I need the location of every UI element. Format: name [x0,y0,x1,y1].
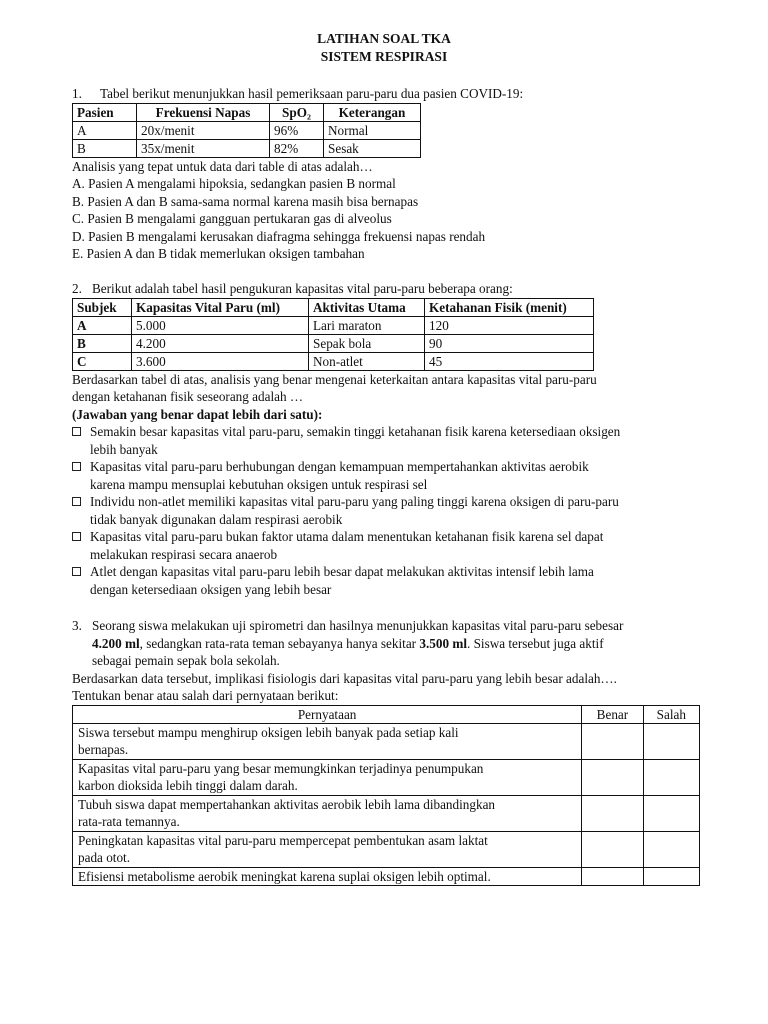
checkbox-icon[interactable] [72,462,81,471]
statement-text: bernapas. [78,742,129,757]
table-header: Frekuensi Napas [137,103,270,121]
salah-cell[interactable] [643,831,699,867]
question-prompt: dengan ketahanan fisik seseorang adalah … [72,389,304,404]
question-prompt: Berdasarkan tabel di atas, analisis yang benar mengenai keterkaitan antara kapasitas vital paru-paru [72,371,597,387]
average-value: 3.500 ml [419,635,467,651]
option-text: melakukan respirasi secara anaerob [90,546,278,562]
table-header: Ketahanan Fisik (menit) [425,298,594,316]
table-header-row [73,103,421,121]
table-cell: Sepak bola [309,334,425,352]
table-cell: 5.000 [132,316,309,334]
checkbox-option-2[interactable] [72,458,712,493]
table-row [73,759,700,795]
table-cell: Sesak [324,139,421,157]
statement-text: Kapasitas vital paru-paru yang besar memungkinkan terjadinya penumpukan [78,760,484,776]
option-b[interactable]: B. Pasien A dan B sama-sama normal karena masih bisa bernapas [72,193,419,209]
statement-text: Siswa tersebut mampu menghirup oksigen lebih banyak pada setiap kali [78,724,459,740]
option-text: Kapasitas vital paru-paru berhubungan dengan kemampuan mempertahankan aktivitas aerobik [90,459,589,474]
statement-cell [73,867,582,886]
question-prompt: Berdasarkan data tersebut, implikasi fisiologis dari kapasitas vital paru-paru yang lebih besar adalah…. [72,670,617,686]
statement-cell [73,723,582,759]
option-text: Individu non-atlet memiliki kapasitas vital paru-paru yang paling tinggi karena oksigen di paru-paru [90,494,619,509]
statement-cell [73,831,582,867]
statement-cell [73,759,582,795]
salah-cell[interactable] [643,759,699,795]
table-cell: 35x/menit [137,139,270,157]
table-cell: A [73,316,132,334]
checkbox-option-3[interactable] [72,493,712,528]
question-stem: Seorang siswa melakukan uji spirometri dan hasilnya menunjukkan kapasitas vital paru-paru sebesar [92,618,624,633]
table-cell: B [73,334,132,352]
table-cell: Normal [324,121,421,139]
statement-cell [73,795,582,831]
true-false-table [72,705,700,887]
stem-text: , sedangkan rata-rata teman sebayanya hanya sekitar [139,635,420,651]
table-row [73,831,700,867]
question-prompt: Tentukan benar atau salah dari pernyataan berikut: [72,688,339,703]
table-cell: 120 [425,316,594,334]
question-2 [72,280,712,598]
salah-cell[interactable] [643,723,699,759]
table-cell: 4.200 [132,334,309,352]
page-title [0,30,768,66]
statement-text: Efisiensi metabolisme aerobik meningkat karena suplai oksigen lebih optimal. [78,868,491,884]
table-header: Pasien [73,103,137,121]
table-header: Benar [582,705,643,723]
table-cell: 82% [270,139,324,157]
table-row [73,867,700,886]
option-text: lebih banyak [90,441,158,457]
patient-table [72,103,421,158]
question-stem-line-2 [72,635,712,653]
checkbox-icon[interactable] [72,427,81,436]
benar-cell[interactable] [582,831,643,867]
table-header: Salah [643,705,699,723]
table-header: Kapasitas Vital Paru (ml) [132,298,309,316]
option-text: Kapasitas vital paru-paru bukan faktor utama dalam menentukan ketahanan fisik karena sel dapat [90,529,604,544]
checkbox-option-5[interactable] [72,563,712,598]
question-3 [72,617,712,886]
option-e[interactable]: E. Pasien A dan B tidak memerlukan oksigen tambahan [72,246,365,261]
option-text: tidak banyak digunakan dalam respirasi aerobik [90,511,343,527]
table-row [73,352,594,370]
question-note: (Jawaban yang benar dapat lebih dari satu): [72,406,323,422]
table-row [73,121,421,139]
question-number: 2. [72,281,82,296]
benar-cell[interactable] [582,795,643,831]
checkbox-icon[interactable] [72,567,81,576]
table-cell: B [73,139,137,157]
table-header: Subjek [73,298,132,316]
option-text: Atlet dengan kapasitas vital paru-paru lebih besar dapat melakukan aktivitas intensif lebih lama [90,564,594,579]
table-cell: C [73,352,132,370]
table-header-row [73,705,700,723]
table-row [73,795,700,831]
statement-text: Tubuh siswa dapat mempertahankan aktivitas aerobik lebih lama dibandingkan [78,796,496,812]
option-c[interactable]: C. Pasien B mengalami gangguan pertukaran gas di alveolus [72,211,392,226]
table-row [73,316,594,334]
checkbox-option-4[interactable] [72,528,712,563]
table-header: Aktivitas Utama [309,298,425,316]
checkbox-icon[interactable] [72,497,81,506]
table-cell: Non-atlet [309,352,425,370]
vital-capacity-table [72,298,594,371]
benar-cell[interactable] [582,723,643,759]
question-stem: Tabel berikut menunjukkan hasil pemeriksaan paru-paru dua pasien COVID-19: [100,86,524,101]
question-number: 3. [72,618,82,633]
option-text: karena mampu mensuplai kebutuhan oksigen untuk respirasi sel [90,476,428,492]
salah-cell[interactable] [643,867,699,886]
table-cell: 96% [270,121,324,139]
question-number: 1. [72,86,82,101]
question-1 [72,85,712,263]
question-prompt: Analisis yang tepat untuk data dari table di atas adalah… [72,158,373,174]
table-row [73,723,700,759]
table-row [73,334,594,352]
statement-text: pada otot. [78,850,131,865]
option-text: Semakin besar kapasitas vital paru-paru, semakin tinggi ketahanan fisik karena ketersediaan oksigen [90,424,621,439]
statement-text: Peningkatan kapasitas vital paru-paru mempercepat pembentukan asam laktat [78,832,488,848]
table-header: Pernyataan [73,705,582,723]
benar-cell[interactable] [582,867,643,886]
title-line-1: LATIHAN SOAL TKA [317,31,451,46]
checkbox-option-1[interactable] [72,423,712,458]
option-a[interactable]: A. Pasien A mengalami hipoksia, sedangkan pasien B normal [72,176,396,191]
table-cell: 3.600 [132,352,309,370]
option-text: dengan ketersediaan oksigen yang lebih besar [90,581,332,597]
statement-text: rata-rata temannya. [78,814,180,829]
checkbox-icon[interactable] [72,532,81,541]
title-line-2: SISTEM RESPIRASI [320,49,448,64]
table-header-row [73,298,594,316]
question-stem-line-3: sebagai pemain sepak bola sekolah. [92,653,280,668]
option-d[interactable]: D. Pasien B mengalami kerusakan diafragma sehingga frekuensi napas rendah [72,228,486,244]
spirometry-value: 4.200 ml [92,635,140,651]
table-header: SpO₂ [270,103,324,121]
table-cell: 20x/menit [137,121,270,139]
table-row [73,139,421,157]
table-cell: Lari maraton [309,316,425,334]
benar-cell[interactable] [582,759,643,795]
table-cell: 90 [425,334,594,352]
question-stem: Berikut adalah tabel hasil pengukuran kapasitas vital paru-paru beberapa orang: [92,281,513,296]
stem-text: . Siswa tersebut juga aktif [466,635,604,651]
salah-cell[interactable] [643,795,699,831]
table-header: Keterangan [324,103,421,121]
table-cell: 45 [425,352,594,370]
table-cell: A [73,121,137,139]
statement-text: karbon dioksida lebih tinggi dalam darah. [78,778,298,793]
